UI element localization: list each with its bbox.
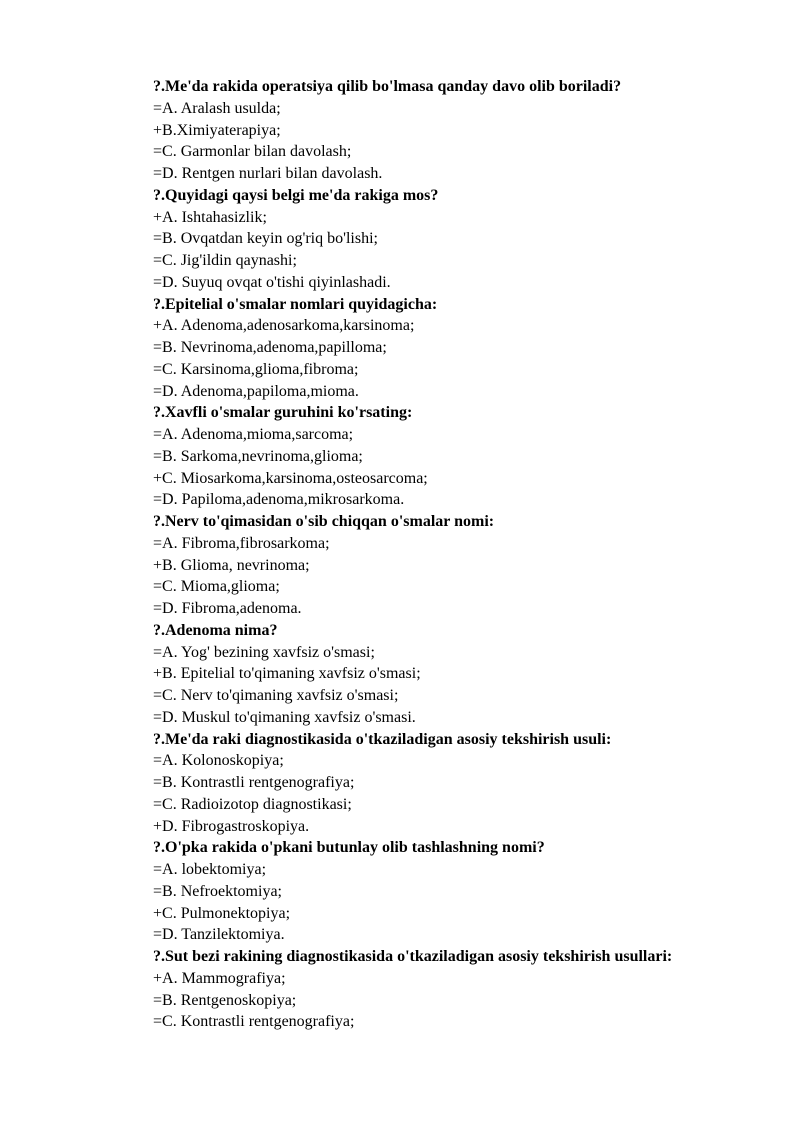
question-block xyxy=(153,620,743,729)
question-text: ?.Adenoma nima? xyxy=(153,621,278,639)
answer-option: =A. Adenoma,mioma,sarcoma; xyxy=(153,426,354,443)
answer-option: =A. Fibroma,fibrosarkoma; xyxy=(153,534,330,552)
question-block xyxy=(153,294,743,403)
answer-option: +A. Adenoma,adenosarkoma,karsinoma; xyxy=(153,317,415,335)
answer-option: =C. Radioizotop diagnostikasi; xyxy=(153,795,352,813)
answer-option: +B. Epitelial to'qimaning xavfsiz o'smasi; xyxy=(153,665,421,683)
question-block xyxy=(153,946,743,1033)
answer-option: =A. Yog' bezining xavfsiz o'smasi; xyxy=(153,643,375,661)
document-page xyxy=(153,76,743,1033)
answer-option: +C. Pulmonektopiya; xyxy=(153,904,291,922)
question-block xyxy=(153,185,743,294)
question-text: ?.Epitelial o'smalar nomlari quyidagicha: xyxy=(153,295,438,313)
answer-option: =C. Mioma,glioma; xyxy=(153,578,280,596)
answer-option: +C. Miosarkoma,karsinoma,osteosarcoma; xyxy=(153,469,428,487)
answer-option: =D. Rentgen nurlari bilan davolash. xyxy=(153,165,383,182)
answer-option: =A. lobektomiya; xyxy=(153,861,267,878)
question-block xyxy=(153,402,743,511)
question-text: ?.O'pka rakida o'pkani butunlay olib tashlashning nomi? xyxy=(153,839,545,857)
answer-option: =D. Fibroma,adenoma. xyxy=(153,600,302,617)
answer-option: +B.Ximiyaterapiya; xyxy=(153,121,281,139)
question-block xyxy=(153,837,743,946)
answer-option: =A. Aralash usulda; xyxy=(153,99,281,117)
answer-option: =B. Kontrastli rentgenografiya; xyxy=(153,774,355,791)
question-text: ?.Quyidagi qaysi belgi me'da rakiga mos? xyxy=(153,186,439,204)
answer-option: =B. Sarkoma,nevrinoma,glioma; xyxy=(153,447,363,465)
question-text: ?.Xavfli o'smalar guruhini ko'rsating: xyxy=(153,404,413,422)
answer-option: =C. Jig'ildin qaynashi; xyxy=(153,252,297,269)
answer-option: =D. Tanzilektomiya. xyxy=(153,926,285,944)
answer-option: =B. Nevrinoma,adenoma,papilloma; xyxy=(153,339,387,356)
answer-option: +A. Mammografiya; xyxy=(153,969,286,987)
answer-option: =D. Suyuq ovqat o'tishi qiyinlashadi. xyxy=(153,273,391,291)
answer-option: =D. Papiloma,adenoma,mikrosarkoma. xyxy=(153,491,405,509)
question-text: ?.Sut bezi rakining diagnostikasida o'tkaziladigan asosiy tekshirish usullari: xyxy=(153,948,673,965)
answer-option: =C. Nerv to'qimaning xavfsiz o'smasi; xyxy=(153,687,399,704)
answer-option: =D. Muskul to'qimaning xavfsiz o'smasi. xyxy=(153,708,416,726)
answer-option: =D. Adenoma,papiloma,mioma. xyxy=(153,382,359,400)
answer-option: =C. Karsinoma,glioma,fibroma; xyxy=(153,360,359,378)
answer-option: +D. Fibrogastroskopiya. xyxy=(153,817,310,835)
question-text: ?.Me'da rakida operatsiya qilib bo'lmasa qanday davo olib boriladi? xyxy=(153,78,622,95)
question-text: ?.Nerv to'qimasidan o'sib chiqqan o'smalar nomi: xyxy=(153,513,495,530)
answer-option: =C. Kontrastli rentgenografiya; xyxy=(153,1013,355,1031)
question-text: ?.Me'da raki diagnostikasida o'tkaziladigan asosiy tekshirish usuli: xyxy=(153,730,612,748)
answer-option: =B. Ovqatdan keyin og'riq bo'lishi; xyxy=(153,230,378,248)
answer-option: =B. Nefroektomiya; xyxy=(153,882,282,900)
question-block xyxy=(153,76,743,185)
answer-option: =B. Rentgenoskopiya; xyxy=(153,991,297,1009)
answer-option: +B. Glioma, nevrinoma; xyxy=(153,556,310,574)
question-block xyxy=(153,511,743,620)
answer-option: =A. Kolonoskopiya; xyxy=(153,752,284,770)
answer-option: =C. Garmonlar bilan davolash; xyxy=(153,143,352,161)
answer-option: +A. Ishtahasizlik; xyxy=(153,208,267,226)
question-block xyxy=(153,729,743,838)
